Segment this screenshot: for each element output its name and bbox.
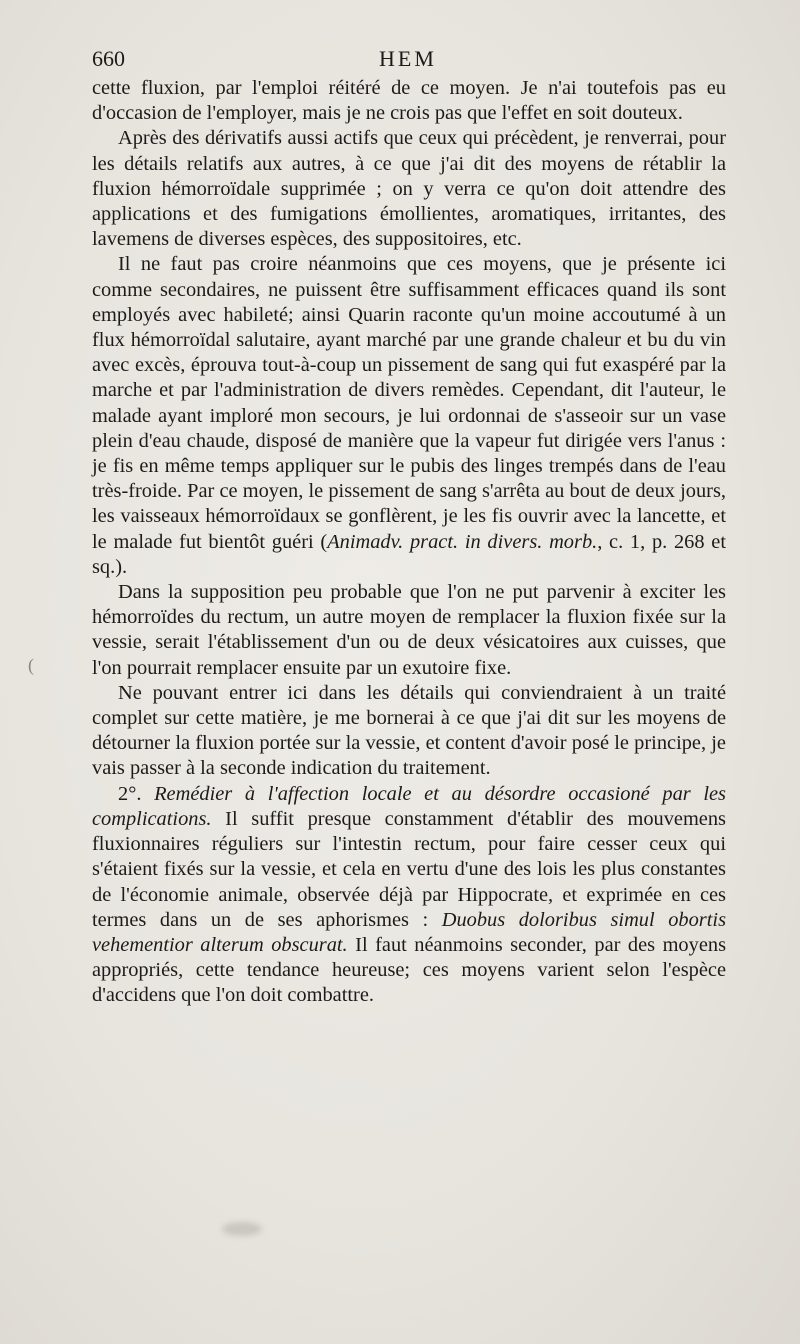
paragraph-6-aphorism: Duobus doloribus simul obortis vehementior alterum obscurat. <box>92 908 726 956</box>
paragraph-3-citation: Animadv. pract. in divers. morb. <box>327 530 598 553</box>
running-head: HEM <box>379 46 437 71</box>
body-text <box>92 76 726 1009</box>
ink-smudge <box>222 1222 262 1236</box>
paragraph-3 <box>92 252 726 580</box>
margin-pencil-mark: ( <box>28 655 34 675</box>
paragraph-6-text-a: Il suffit presque constamment d'établir des mouvemens fluxionnaires réguliers sur l'intestin rectum, pour faire cesser ceux qui s'étaient fixés sur la vessie, et cela en vertu d'une des lois les plus constantes de l'économie animale, observée déjà par Hippocrate, et exprimée en ces termes dans un de ses aphorismes : <box>92 807 726 931</box>
paragraph-1: cette fluxion, par l'emploi réitéré de ce moyen. Je n'ai toutefois pas eu d'occasion de l'employer, mais je ne crois pas que l'effet en soit douteux. <box>92 77 726 125</box>
paragraph-6-number: 2°. <box>118 782 155 805</box>
paragraph-3-text-b: , c. 1, p. 268 et sq.). <box>92 530 726 578</box>
page-number: 660 <box>92 46 125 71</box>
paragraph-4: Dans la supposition peu probable que l'on ne put parvenir à exciter les hémorroïdes du rectum, un autre moyen de remplacer la fluxion fixée sur la vessie, serait l'établissement d'un ou de deux vésicatoires aux cuisses, que l'on pourrait remplacer ensuite par un exutoire fixe. <box>92 581 726 679</box>
paragraph-6-heading: Remédier à l'affection locale et au désordre occasioné par les complications. <box>92 782 726 830</box>
paragraph-5: Ne pouvant entrer ici dans les détails qui conviendraient à un traité complet sur cette matière, je me bornerai à ce que j'ai dit sur les moyens de détourner la fluxion portée sur la vessie, et content d'avoir posé le principe, je vais passer à la seconde indication du traitement. <box>92 681 726 780</box>
page-header <box>92 44 724 78</box>
paragraph-3-text-a: Il ne faut pas croire néanmoins que ces moyens, que je présente ici comme secondaires, ne puissent être suffisamment efficaces quand ils sont employés avec habileté; ainsi Quarin raconte qu'un moine accoutumé à un flux hémorroïdal salutaire, ayant marché par une grande chaleur et bu du vin avec excès, éprouva tout-à-coup un pissement de sang qui fut exaspéré par la marche et par l'administration de divers remèdes. Cependant, dit l'auteur, le malade ayant imploré mon secours, je lui ordonnai de s'asseoir sur un vase plein d'eau chaude, disposé de manière que la vapeur fut dirigée vers l'anus : je fis en même temps appliquer sur le pubis des linges trempés dans de l'eau très-froide. Par ce moyen, le pissement de sang s'arrêta au bout de deux jours, les vaisseaux hémorroïdaux se gonflèrent, je les fis ouvrir avec la lancette, et le malade fut bientôt guéri ( <box>92 253 726 553</box>
paragraph-2: Après des dérivatifs aussi actifs que ceux qui précèdent, je renverrai, pour les détails relatifs aux autres, à ce que j'ai dit des moyens de rétablir la fluxion hémorroïdale supprimée ; on y verra ce qu'on doit attendre des applications et des fumigations émollientes, aromatiques, irritantes, des lavemens de diverses espèces, des suppositoires, etc. <box>92 127 726 251</box>
paragraph-6 <box>92 782 726 1009</box>
paragraph-6-text-b: Il faut néanmoins seconder, par des moyens appropriés, cette tendance heureuse; ces moyens varient selon l'espèce d'accidens que l'on doit combattre. <box>92 933 727 1007</box>
